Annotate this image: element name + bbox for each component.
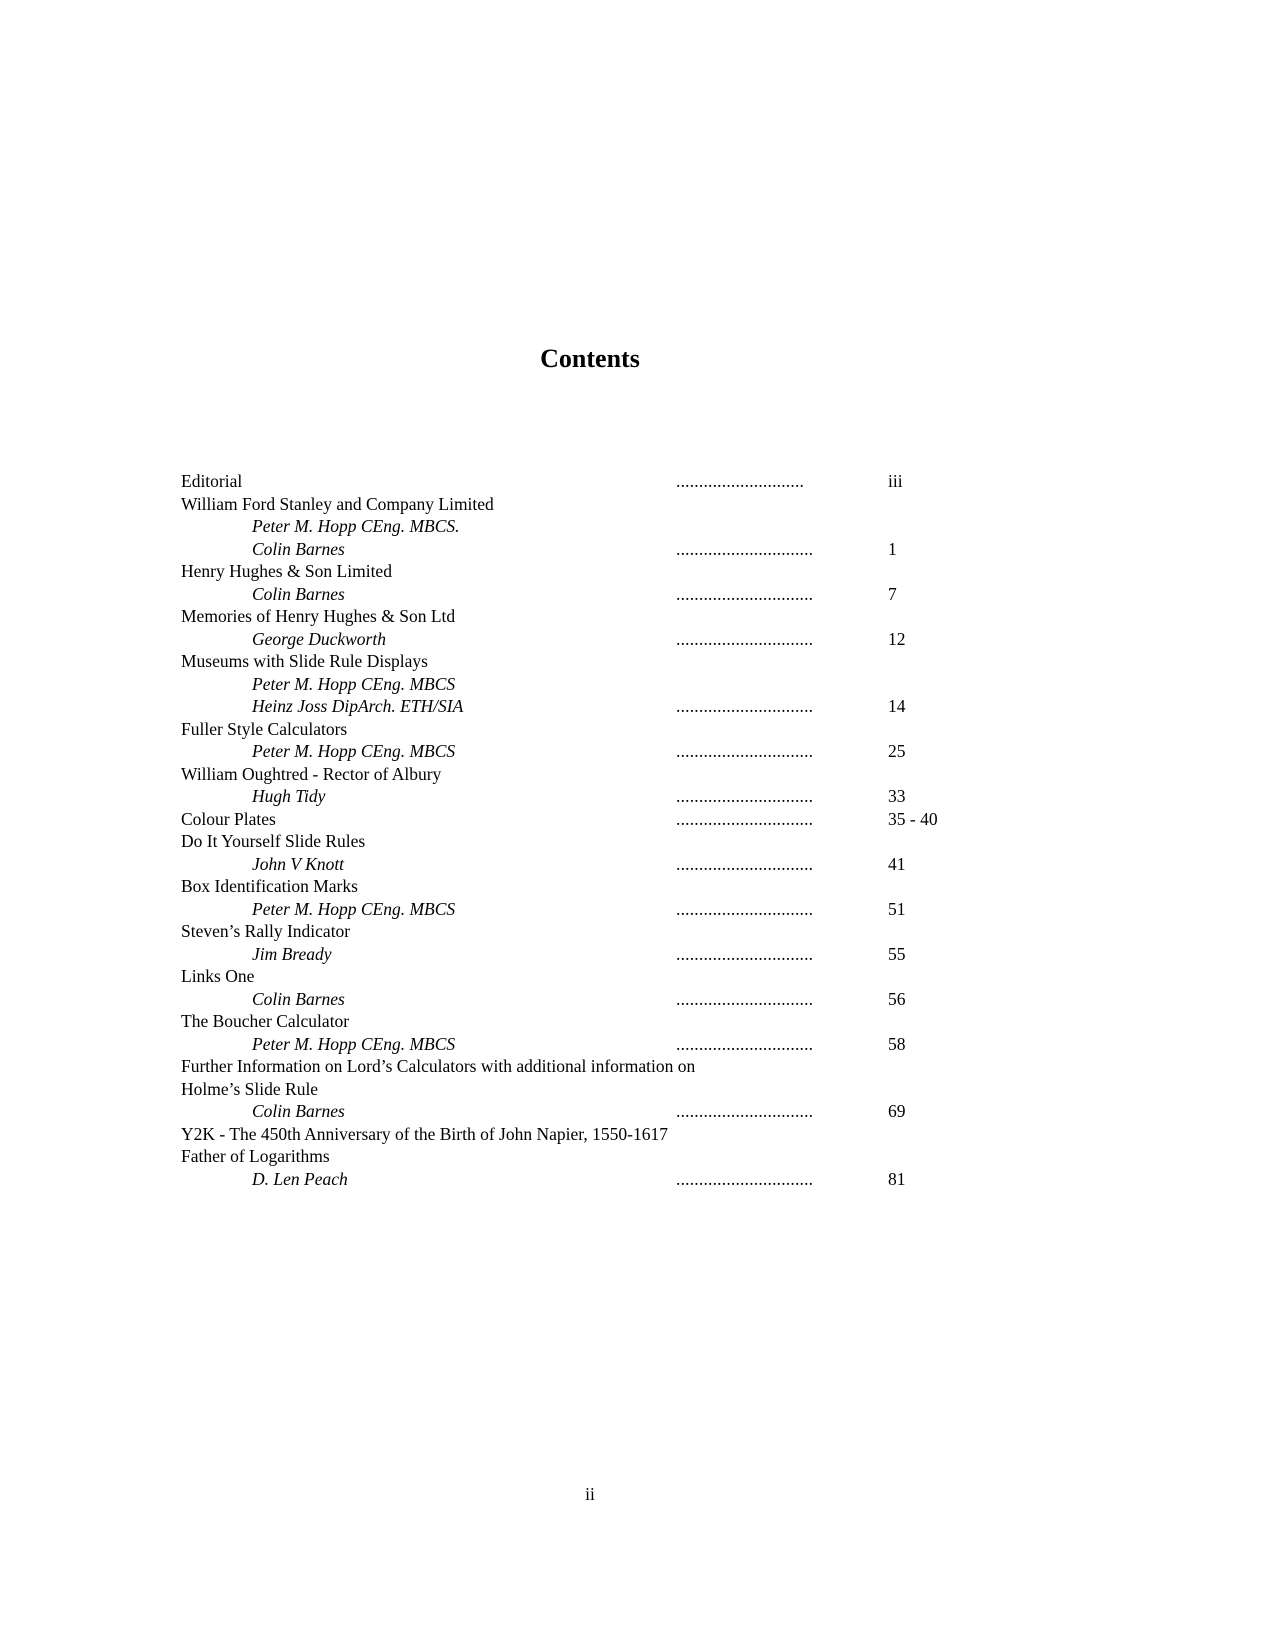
toc-entry-row xyxy=(0,875,1275,898)
toc-entry-title: Holme’s Slide Rule xyxy=(181,1078,319,1099)
toc-leader-dots: .............................. xyxy=(676,583,814,604)
toc-author-row xyxy=(0,695,1275,718)
toc-author-row xyxy=(0,1168,1275,1191)
toc-author-row xyxy=(0,853,1275,876)
toc-entry-title: Colour Plates xyxy=(181,808,276,829)
toc-entry-row xyxy=(0,808,1275,831)
toc-page-number: 55 xyxy=(888,943,906,964)
toc-leader-dots: .............................. xyxy=(676,786,814,806)
toc-entry-row xyxy=(0,1055,1275,1078)
toc-leader-dots: .............................. xyxy=(676,1101,814,1121)
toc-leader-dots: .............................. xyxy=(676,628,814,649)
toc-page-number: 81 xyxy=(888,1168,906,1189)
toc-author: D. Len Peach xyxy=(252,1168,348,1189)
toc-entry-title: William Oughtred - Rector of Albury xyxy=(181,763,442,784)
toc-page-number: 35 - 40 xyxy=(888,808,938,829)
toc-page-number: 7 xyxy=(888,583,897,604)
toc-entry-title: Henry Hughes & Son Limited xyxy=(181,561,392,581)
toc-entry-row xyxy=(0,1145,1275,1168)
toc-entry-title: Editorial xyxy=(181,471,243,491)
page-title: Contents xyxy=(540,344,640,373)
toc-entry-row xyxy=(0,605,1275,628)
toc-author: George Duckworth xyxy=(252,628,386,649)
toc-author: Heinz Joss DipArch. ETH/SIA xyxy=(252,696,464,716)
toc-author-row xyxy=(0,740,1275,763)
toc-author: Peter M. Hopp CEng. MBCS xyxy=(252,898,456,919)
toc-author: Colin Barnes xyxy=(252,1101,345,1121)
toc-entry-title: Father of Logarithms xyxy=(181,1146,330,1166)
toc-entry-title: Links One xyxy=(181,966,255,986)
toc-author: Peter M. Hopp CEng. MBCS xyxy=(252,741,456,761)
toc-entry-title: Further Information on Lord’s Calculators with additional information on xyxy=(181,1056,696,1076)
toc-entry-row xyxy=(0,650,1275,673)
toc-leader-dots: .............................. xyxy=(676,808,814,829)
toc-leader-dots: .............................. xyxy=(676,696,814,716)
toc-page-number: 41 xyxy=(888,853,906,874)
toc-page-number: 51 xyxy=(888,898,906,919)
toc-entry-title: William Ford Stanley and Company Limited xyxy=(181,493,494,514)
toc-entry-row xyxy=(0,1123,1275,1146)
toc-author-row xyxy=(0,1033,1275,1056)
toc-author-row xyxy=(0,1100,1275,1123)
toc-author-row xyxy=(0,988,1275,1011)
toc-entry-title: Do It Yourself Slide Rules xyxy=(181,831,366,851)
toc-author: Hugh Tidy xyxy=(252,786,326,806)
toc-entry-row xyxy=(0,920,1275,943)
toc-page-number: 69 xyxy=(888,1101,906,1121)
toc-page-number: 1 xyxy=(888,538,897,559)
toc-entry-title: Memories of Henry Hughes & Son Ltd xyxy=(181,606,456,626)
toc-author: Colin Barnes xyxy=(252,538,345,559)
page-number: ii xyxy=(585,1484,595,1504)
toc-leader-dots: .............................. xyxy=(676,853,814,874)
toc-author-row xyxy=(0,628,1275,651)
toc-author-row xyxy=(0,898,1275,921)
toc-entry-row xyxy=(0,493,1275,516)
toc-leader-dots: .............................. xyxy=(676,943,814,964)
toc-leader-dots: .............................. xyxy=(676,741,814,761)
toc-author-row xyxy=(0,583,1275,606)
toc-entry-row xyxy=(0,965,1275,988)
toc-entry-title: Box Identification Marks xyxy=(181,876,358,896)
toc-author-row xyxy=(0,515,1275,538)
toc-leader-dots: .............................. xyxy=(676,538,814,559)
toc-author-row xyxy=(0,673,1275,696)
toc-leader-dots: .............................. xyxy=(676,988,814,1009)
toc-page-number: 58 xyxy=(888,1033,906,1054)
toc-leader-dots: .............................. xyxy=(676,1033,814,1054)
toc-entry-title: Y2K - The 450th Anniversary of the Birth of John Napier, 1550-1617 xyxy=(181,1123,668,1144)
toc-author: Peter M. Hopp CEng. MBCS xyxy=(252,1033,456,1054)
toc-page-number: 25 xyxy=(888,741,906,761)
toc-entry-title: Fuller Style Calculators xyxy=(181,718,348,739)
toc-leader-dots: .............................. xyxy=(676,898,814,919)
toc-author: Peter M. Hopp CEng. MBCS xyxy=(252,673,456,694)
toc-entry-row xyxy=(0,470,1275,493)
toc-entry-title: Steven’s Rally Indicator xyxy=(181,921,351,941)
toc-entry-row xyxy=(0,1010,1275,1033)
toc-author: Jim Bready xyxy=(252,943,332,964)
toc-author-row xyxy=(0,785,1275,808)
toc-page-number: 33 xyxy=(888,786,906,806)
toc-entry-row xyxy=(0,718,1275,741)
toc-leader-dots: .............................. xyxy=(676,1168,814,1189)
toc-entry-row xyxy=(0,763,1275,786)
toc-page-number: 56 xyxy=(888,988,906,1009)
toc-author: Colin Barnes xyxy=(252,583,345,604)
toc-entry-row xyxy=(0,560,1275,583)
toc-author: Peter M. Hopp CEng. MBCS. xyxy=(252,516,460,536)
toc-entry-title: The Boucher Calculator xyxy=(181,1011,350,1031)
toc-entry-row xyxy=(0,1078,1275,1101)
toc-entry-row xyxy=(0,830,1275,853)
toc-entry-title: Museums with Slide Rule Displays xyxy=(181,651,428,671)
toc-author: John V Knott xyxy=(252,853,345,874)
toc-author: Colin Barnes xyxy=(252,988,345,1009)
table-of-contents xyxy=(0,470,1275,1190)
toc-author-row xyxy=(0,943,1275,966)
toc-author-row xyxy=(0,538,1275,561)
toc-page-number: 14 xyxy=(888,696,906,716)
toc-leader-dots: ............................ xyxy=(676,471,805,491)
toc-page-number: 12 xyxy=(888,628,906,649)
toc-page-number: iii xyxy=(888,471,903,491)
